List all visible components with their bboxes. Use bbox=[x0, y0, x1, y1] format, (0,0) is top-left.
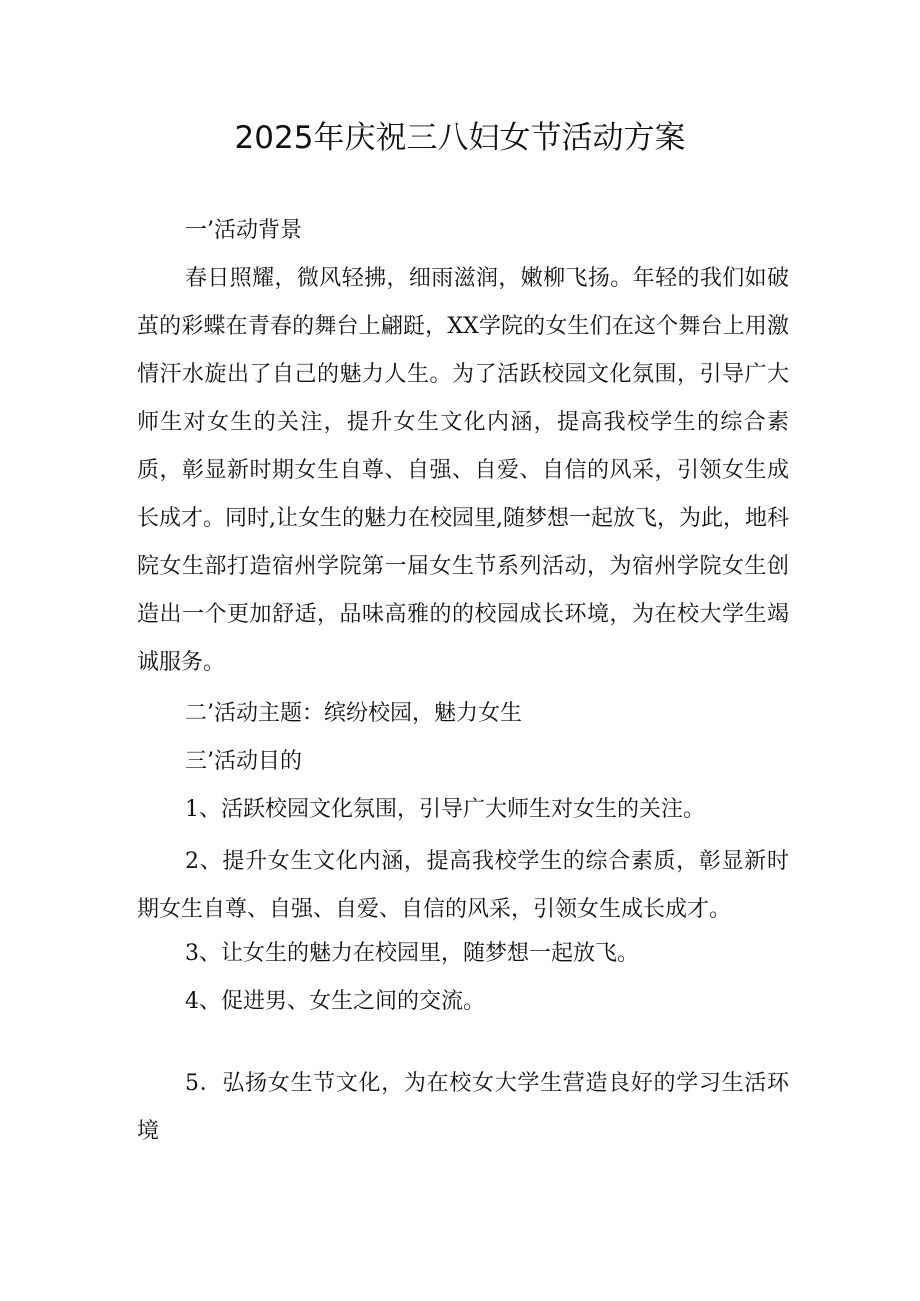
goal-item-3: 3、让女生的魅力在校园里，随梦想一起放飞。 bbox=[185, 941, 639, 966]
goal-item-4: 4、促进男、女生之间的交流。 bbox=[185, 989, 485, 1014]
goal-item-5-container bbox=[137, 1060, 789, 1156]
background-paragraph-container bbox=[137, 255, 789, 687]
section3-heading: 三’活动目的 bbox=[185, 749, 302, 774]
goal-item-2-container bbox=[137, 838, 789, 934]
section1-heading: 一’活动背景 bbox=[185, 218, 302, 243]
goal-item-2: 2、提升女生文化内涵，提高我校学生的综合素质，彰显新时期女生自尊、自强、自爱、自信的风采，引领女生成长成才。 bbox=[137, 849, 789, 922]
document-title: 2025年庆祝三八妇女节活动方案 bbox=[234, 120, 686, 156]
background-paragraph: 春日照耀，微风轻拂，细雨滋润，嫩柳飞扬。年轻的我们如破茧的彩蝶在青春的舞台上翩跹，XX学院的女生们在这个舞台上用激情汗水旋出了自己的魅力人生。为了活跃校园文化氛围，引导广大师生对女生的关注，提升女生文化内涵，提高我校学生的综合素质，彰显新时期女生自尊、自强、自爱、自信的风采，引领女生成长成才。同时,让女生的魅力在校园里,随梦想一起放飞，为此，地科院女生部打造宿州学院第一届女生节系列活动，为宿州学院女生创造出一个更加舒适，品味高雅的的校园成长环境，为在校大学生竭诚服务。 bbox=[137, 266, 789, 675]
section2-heading: 二’活动主题：缤纷校园，魅力女生 bbox=[185, 701, 522, 726]
goal-item-1: 1、活跃校园文化氛围，引导广大师生对女生的关注。 bbox=[185, 797, 705, 822]
goal-item-5: 5．弘扬女生节文化，为在校女大学生营造良好的学习生活环境 bbox=[137, 1071, 789, 1144]
